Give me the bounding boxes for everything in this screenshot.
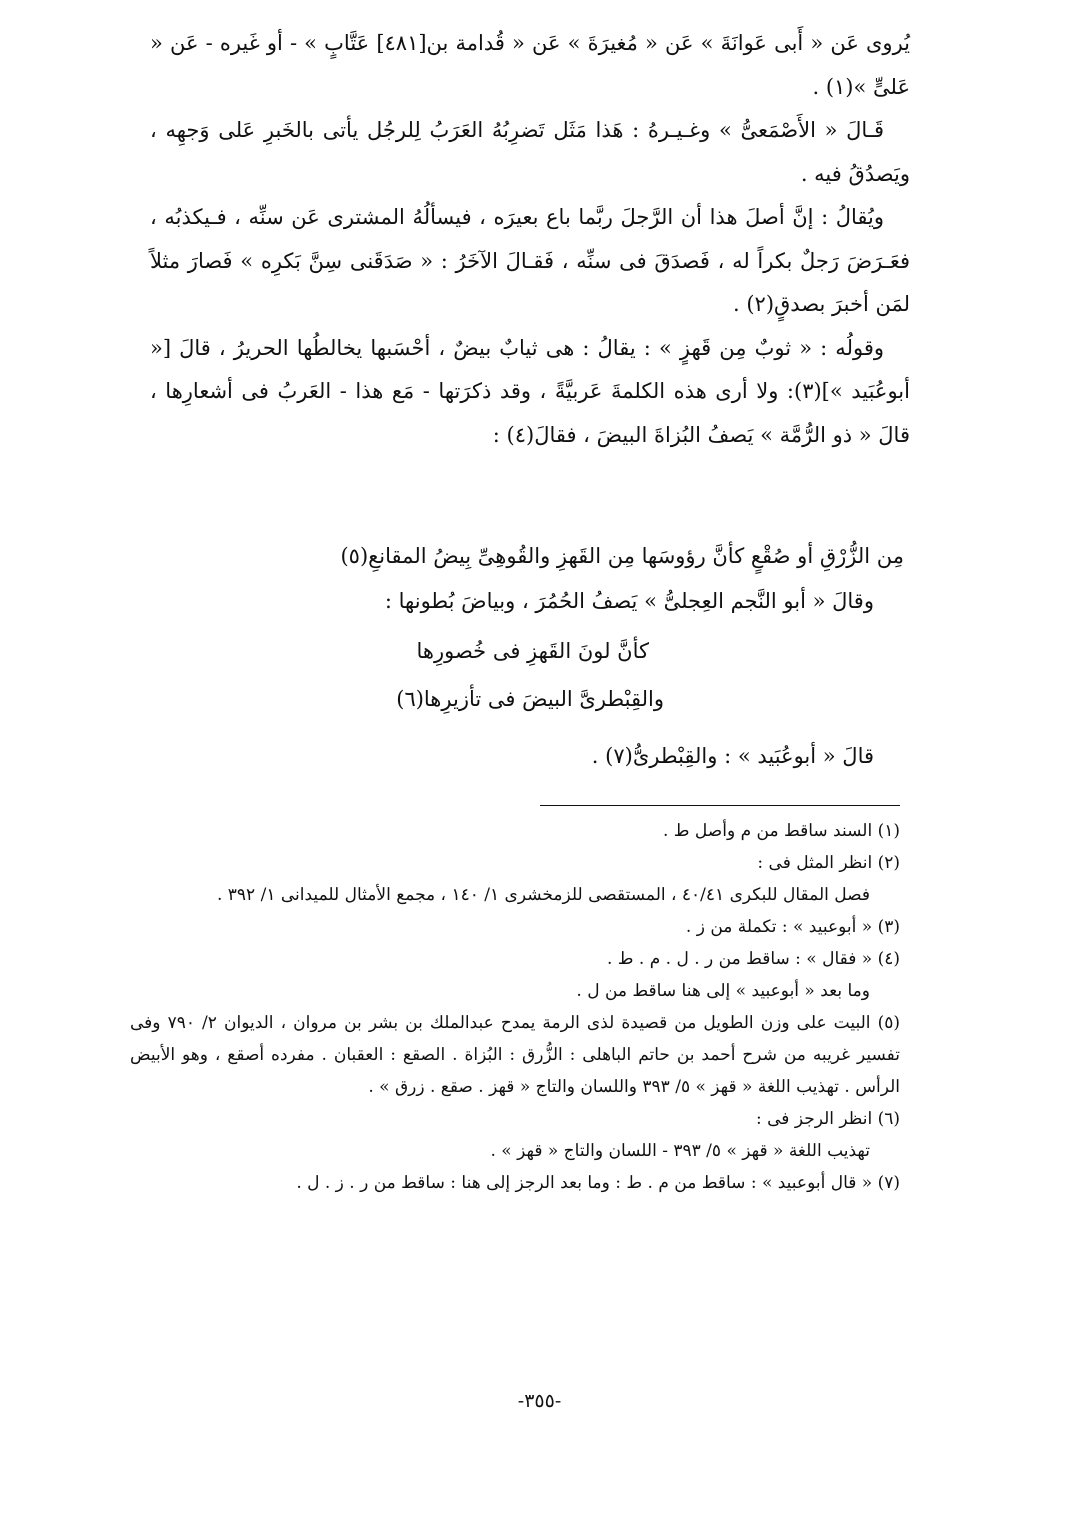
footnote-separator xyxy=(540,805,900,806)
footnote-2: (٢) انظر المثل فى : xyxy=(757,853,900,873)
footnote-1: (١) السند ساقط من م وأصل ط . xyxy=(663,821,900,841)
rajaz-line-1: كأنَّ لونَ القَهزِ فى خُصورِها xyxy=(416,639,649,663)
footnote-4: (٤) « فقال » : ساقط من ر . ل . م . ط . xyxy=(606,949,900,969)
page-number: -٣٥٥- xyxy=(517,1390,562,1412)
footnote-6: (٦) انظر الرجز فى : xyxy=(755,1109,900,1129)
main-text xyxy=(150,22,910,457)
rajaz-line-2: والقِبْطرىَّ البيضَ فى تأزيرِها(٦) xyxy=(396,687,664,711)
paragraph-isnad: يُروى عَن « أَبى عَوانَةَ » عَن « مُغيرَةَ » عَن « قُدامة بن[٤٨١] عَتَّابٍ » - أو غَيره - عَن « عَلىٍّ »(١) . xyxy=(150,31,911,99)
footnote-6-source: تهذيب اللغة « قهز » ٥/ ٣٩٣ - اللسان والتاج « قهز » . xyxy=(490,1141,870,1161)
footnote-7: (٧) « قال أبوعبيد » : ساقط من م . ط : وما بعد الرجز إلى هنا : ساقط من ر . ز . ل . xyxy=(296,1173,900,1193)
line-abu-najm: وقالَ « أبو النَّجم العِجلىُّ » يَصفُ الحُمُرَ ، وبياضَ بُطونها : xyxy=(384,589,874,613)
footnotes xyxy=(130,815,900,1199)
paragraph-origin: ويُقالُ : إنَّ أصلَ هذا أن الرَّجلَ ربَّما باع بعيرَه ، فيسألُهُ المشترى عَن سنِّه ، فـيكذبُه ، فعَـرَضَ رَجلٌ بكراً له ، فَصدَقَ فى سنِّه ، فَقـالَ الآخَرُ : « صَدَقَنى سِنَّ بَكرِه » فَصارَ مثلاً لمَن أخبرَ بصدقٍ(٢) . xyxy=(150,205,910,316)
footnote-3: (٣) « أبوعبيد » : تكملة من ز . xyxy=(685,917,900,937)
footnote-4-continued: وما بعد « أبوعبيد » إلى هنا ساقط من ل . xyxy=(576,981,870,1001)
paragraph-asmai: قَـالَ « الأَصْمَعىُّ » وغـيـرهُ : هَذا مَثَل تَضرِبُهُ العَرَبُ لِلرجُل يأتى بالخَبرِ عَلى وَجهِه ، ويَصدُقُ فيه . xyxy=(150,118,910,186)
footnote-5: (٥) البيت على وزن الطويل من قصيدة لذى الرمة يمدح عبدالملك بن بشر بن مروان ، الديوان ٢/ ٧٩٠ وفى تفسير غريبه من شرح أحمد بن حاتم الباهلى : الزُّرق : البُزاة . الصقع : العقبان . مفرده أصقع ، وهو الأبيض الرأس . تهذيب اللغة « قهز » ٥/ ٣٩٣ واللسان والتاج « قهز . صقع . زرق » . xyxy=(130,1013,900,1097)
paragraph-qahz: وقولُه : « ثوبٌ مِن قَهزٍ » : يقالُ : هى ثيابٌ بيضٌ ، أحْسَبها يخالطُها الحريرُ ، قالَ [« أبوعُبَيد »](٣): ولا أرى هذه الكلمةَ عَربيَّةً ، وقد ذكرَتها - مَع هذا - العَربُ فى أشعارِها ، قالَ « ذو الرُّمَّة » يَصفُ البُزاةَ البيضَ ، فقالَ(٤) : xyxy=(150,335,910,447)
footnote-2-source: فصل المقال للبكرى ٤٠/٤١ ، المستقصى للزمخشرى ١/ ١٤٠ ، مجمع الأمثال للميدانى ١/ ٣٩٢ . xyxy=(216,885,870,905)
verse-dhu-rumma: مِن الزُّرْقِ أو صُقْعٍ كأنَّ رؤوسَها مِن القَهزِ والقُوهِىِّ بِيضُ المقانعِ(٥) xyxy=(340,544,904,568)
closing-line: قالَ « أبوعُبَيد » : والقِبْطرىُّ(٧) . xyxy=(591,744,874,768)
